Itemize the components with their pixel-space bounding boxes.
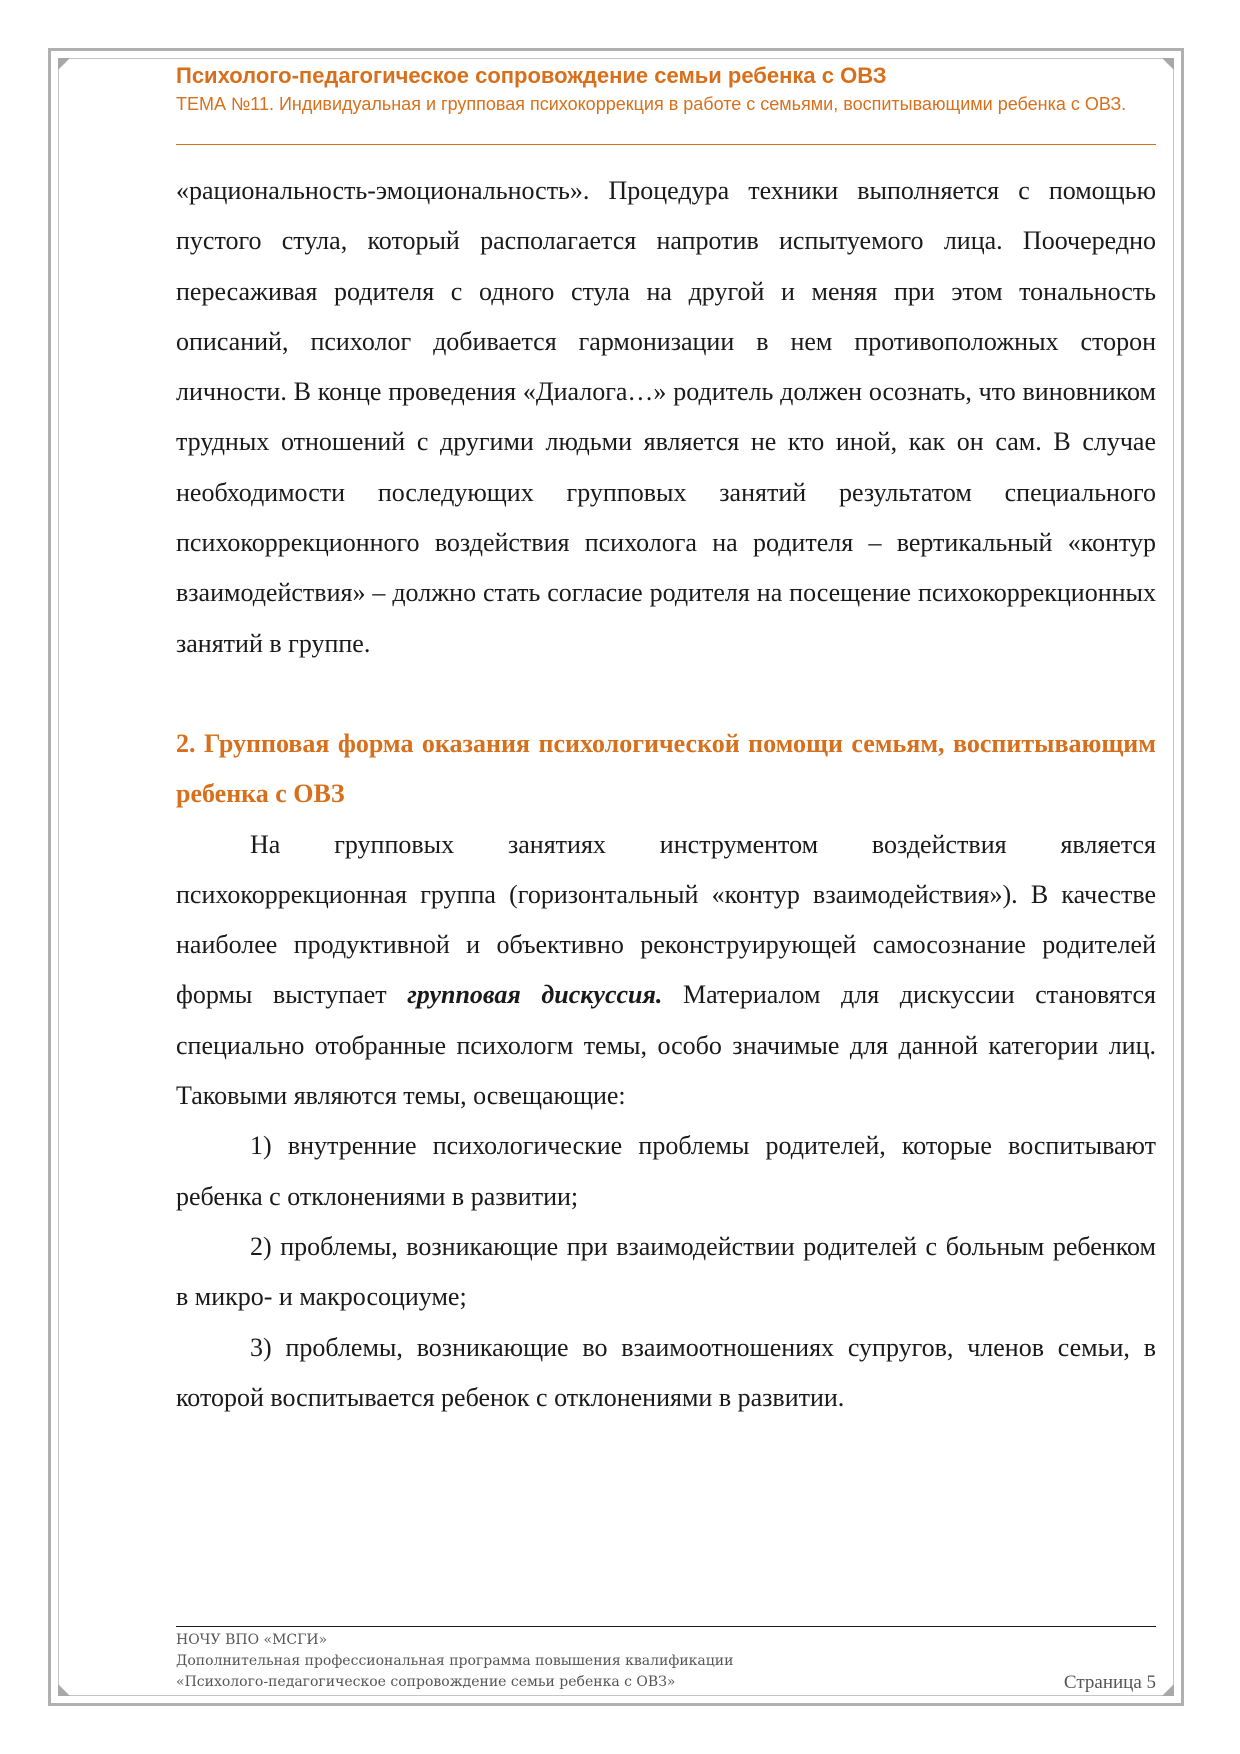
footer-organization: НОЧУ ВПО «МСГИ» [176, 1632, 328, 1648]
page-number: Страница 5 [1063, 1672, 1156, 1693]
header-title: Психолого-педагогическое сопровождение семьи ребенка с ОВЗ [176, 63, 887, 88]
frame-corner-top-right [1162, 58, 1174, 70]
list-item: 3) проблемы, возникающие во взаимоотношениях супругов, членов семьи, в которой воспитывается ребенок с отклонениями в развитии. [176, 1332, 1156, 1412]
spacer [176, 669, 1156, 719]
paragraph-2-text-continued: Материалом для дискуссии становятся специально отобранные психологм темы, особо значимые для данной категории лиц. Таковыми являются темы, освещающие: [176, 980, 1156, 1111]
body-paragraph-2 [176, 820, 1156, 1122]
body-paragraph: «рациональность-эмоциональность». Процедура техники выполняется с помощью пустого стула, который располагается напротив испытуемого лица. Поочередно пересаживая родителя с одного стула на другой и меняя при этом тональность описаний, психолог добивается гармонизации в нем противоположных сторон личности. В конце проведения «Диалога…» родитель должен осознать, что виновником трудных отношений с другими людьми является не кто иной, как он сам. В случае необходимости последующих групповых занятий результатом специального психокоррекционного воздействия психолога на родителя – вертикальный «контур взаимодействия» – должно стать согласие родителя на посещение психокоррекционных занятий в группе. [176, 176, 1156, 658]
list-item: 1) внутренние психологические проблемы родителей, которые воспитывают ребенка с отклонениями в развитии; [176, 1131, 1156, 1211]
emphasis-group-discussion: групповая дискуссия. [407, 980, 663, 1010]
header-subtitle: ТЕМА №11. Индивидуальная и групповая психокоррекция в работе с семьями, воспитывающими ребенка с ОВЗ. [176, 94, 1127, 114]
frame-corner-bottom-right [1162, 1684, 1174, 1696]
paragraph-2-text: На групповых занятиях инструментом воздействия является психокоррекционная группа (горизонтальный «контур взаимодействия»). В качестве наиболее продуктивной и объективно реконструирующей самосознание родителей формы выступает [176, 829, 1156, 1010]
page-footer [176, 1630, 1156, 1693]
frame-corner-bottom-left [58, 1684, 70, 1696]
footer-divider [176, 1626, 1156, 1627]
footer-program: Дополнительная профессиональная программа повышения квалификации [176, 1653, 734, 1669]
frame-corner-top-left [58, 58, 70, 70]
section-heading: 2. Групповая форма оказания психологической помощи семьям, воспитывающим ребенка с ОВЗ [176, 728, 1156, 809]
document-body [176, 166, 1156, 1423]
list-item: 2) проблемы, возникающие при взаимодействии родителей с больным ребенком в микро- и макросоциуме; [176, 1231, 1156, 1312]
footer-course: «Психолого-педагогическое сопровождение семьи ребенка с ОВЗ» [176, 1674, 676, 1690]
header-divider [176, 144, 1156, 145]
page-header [176, 62, 1156, 116]
